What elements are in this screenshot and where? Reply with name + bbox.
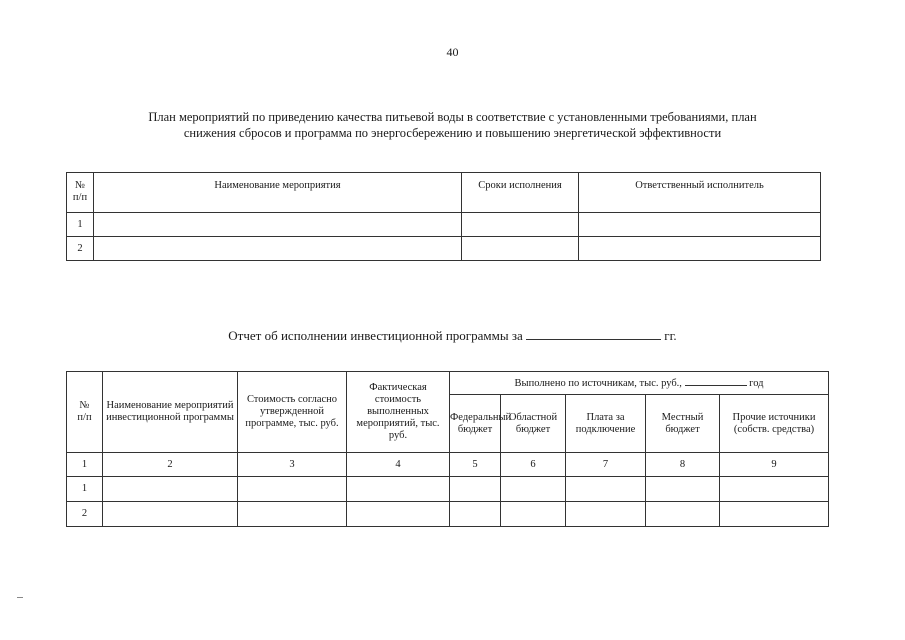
header-cost-approved: Стоимость согласно утвержденной программе, тыс. руб. [238,372,347,453]
header-num [67,372,103,453]
header-sources [450,372,829,395]
column-number: 4 [347,453,450,477]
header-num-sign: № [74,180,86,191]
measures-table [66,172,821,261]
header-num [67,173,94,213]
report-title-suffix: гг. [664,328,677,343]
margin-mark [17,597,23,598]
cell-measure-name[interactable] [103,477,238,502]
cell-cost-approved[interactable] [238,477,347,502]
cell-connection-fee[interactable] [566,502,646,527]
header-responsible: Ответственный исполнитель [579,173,821,213]
header-deadline: Сроки исполнения [462,173,579,213]
cell-federal[interactable] [450,477,501,502]
investment-table [66,371,829,527]
header-local-budget: Местный бюджет [646,395,720,453]
column-number: 8 [646,453,720,477]
cell-responsible[interactable] [579,237,821,261]
report-period-blank[interactable] [526,328,661,340]
column-number: 2 [103,453,238,477]
table-row [67,213,821,237]
column-number: 6 [501,453,566,477]
investment-header-row-1 [67,372,829,395]
row-number: 2 [67,237,94,261]
cell-regional[interactable] [501,477,566,502]
title-line-2: снижения сбросов и программа по энергосбережению и повышению энергетической эффективности [183,126,722,140]
cell-local[interactable] [646,502,720,527]
title-line-1: План мероприятий по приведению качества питьевой воды в соответствие с установленными требованиями, план [148,110,757,124]
sources-year-blank[interactable] [685,376,747,386]
header-sources-suffix: год [749,378,764,389]
row-number: 1 [67,213,94,237]
column-numbers-row [67,453,829,477]
cell-connection-fee[interactable] [566,477,646,502]
row-number: 1 [67,477,103,502]
cell-other[interactable] [720,477,829,502]
header-program-measures: Наименование мероприятий инвестиционной программы [103,372,238,453]
header-cost-actual: Фактическая стоимость выполненных мероприятий, тыс. руб. [347,372,450,453]
table-row [67,477,829,502]
header-measure-name: Наименование мероприятия [94,173,462,213]
table-row [67,502,829,527]
report-title [0,328,905,344]
cell-regional[interactable] [501,502,566,527]
cell-other[interactable] [720,502,829,527]
cell-cost-actual[interactable] [347,477,450,502]
cell-cost-approved[interactable] [238,502,347,527]
page-number: 40 [446,45,459,59]
cell-deadline[interactable] [462,237,579,261]
header-connection-fee: Плата за подключение [566,395,646,453]
page-title [60,109,845,141]
header-num-sign: № [79,400,90,411]
cell-measure-name[interactable] [94,237,462,261]
cell-local[interactable] [646,477,720,502]
column-number: 5 [450,453,501,477]
column-number: 3 [238,453,347,477]
cell-deadline[interactable] [462,213,579,237]
table-row [67,237,821,261]
cell-measure-name[interactable] [94,213,462,237]
header-other-sources: Прочие источники (собств. средства) [720,395,829,453]
cell-cost-actual[interactable] [347,502,450,527]
column-number: 1 [67,453,103,477]
header-federal-budget: Федеральный бюджет [450,395,501,453]
cell-measure-name[interactable] [103,502,238,527]
row-number: 2 [67,502,103,527]
report-title-prefix: Отчет об исполнении инвестиционной программы за [228,328,523,343]
column-number: 7 [566,453,646,477]
header-sources-prefix: Выполнено по источникам, тыс. руб., [514,378,682,389]
header-regional-budget: Областной бюджет [501,395,566,453]
cell-responsible[interactable] [579,213,821,237]
header-num-pp: п/п [72,192,88,203]
header-num-pp: п/п [77,412,92,423]
column-number: 9 [720,453,829,477]
cell-federal[interactable] [450,502,501,527]
measures-table-header [67,173,821,213]
